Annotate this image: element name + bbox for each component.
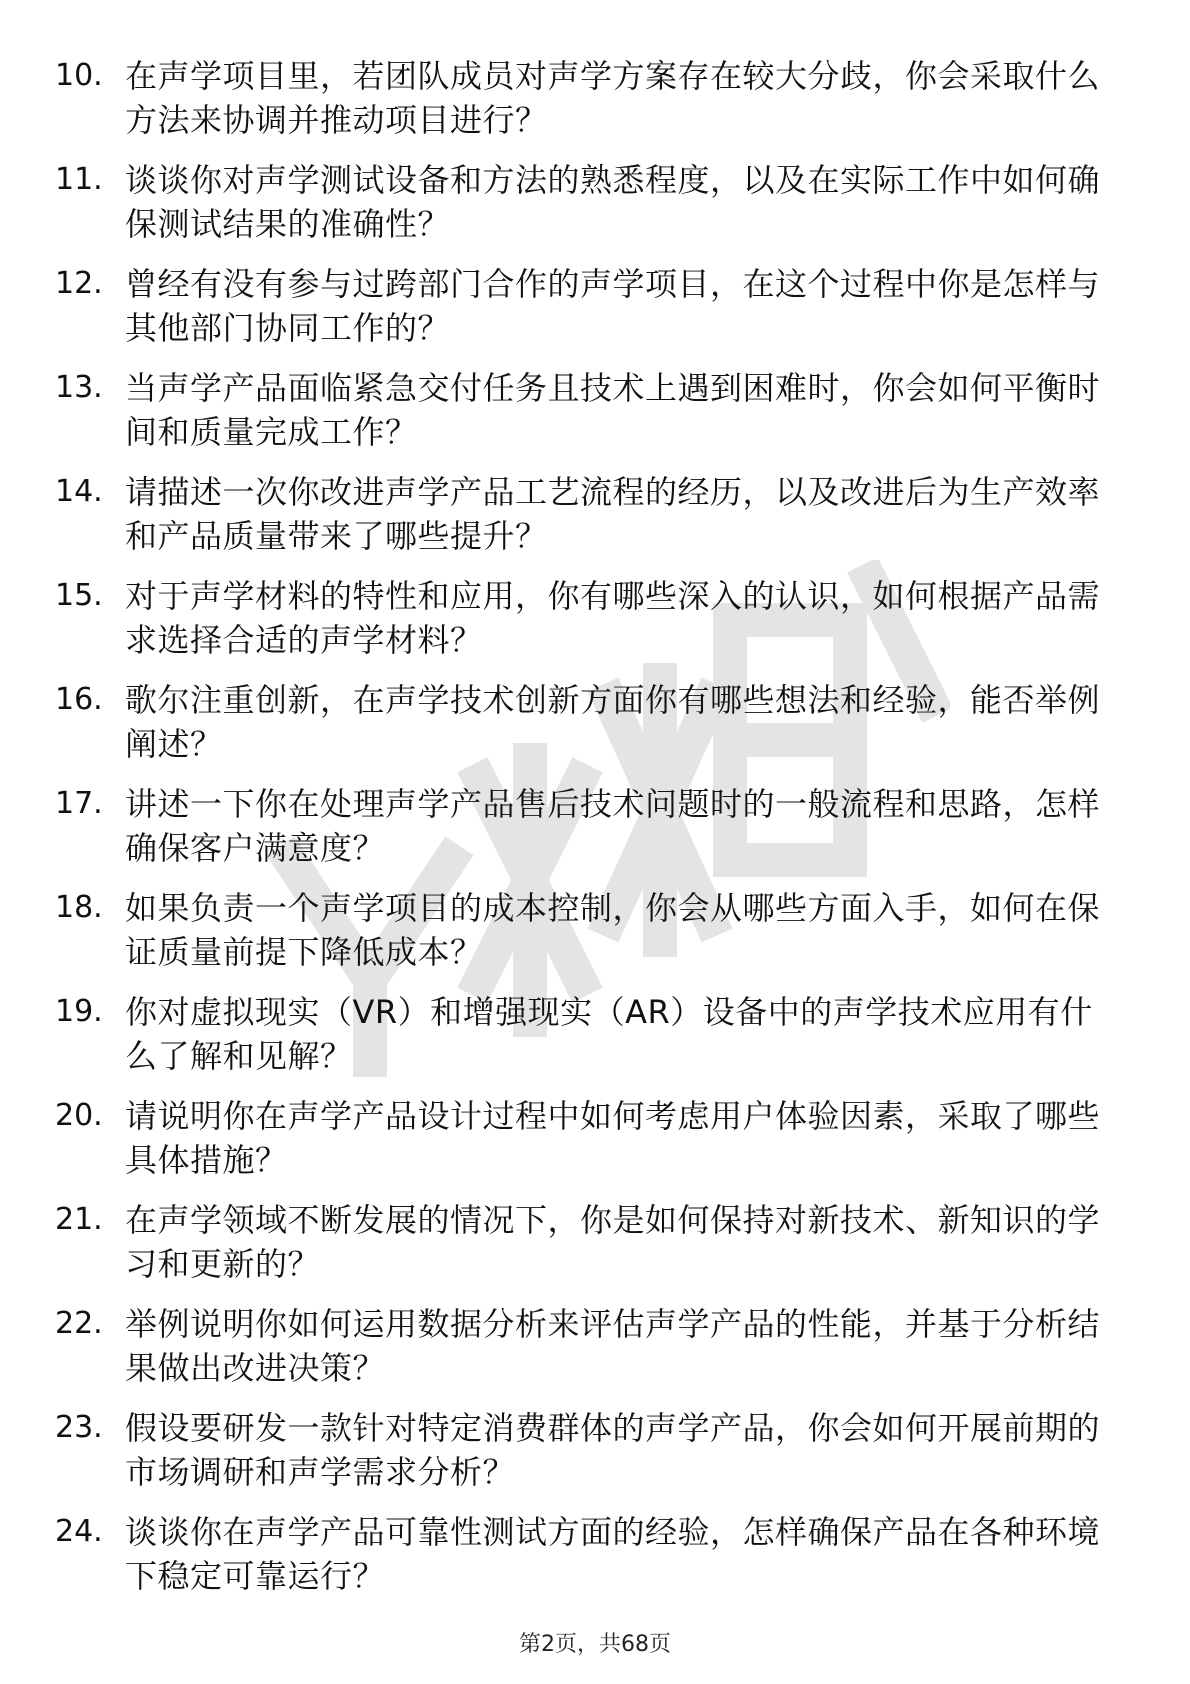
question-number: 24. bbox=[55, 1514, 103, 1549]
question-number: 11. bbox=[55, 162, 103, 197]
question-item bbox=[0, 1094, 1190, 1198]
question-text: 请描述一次你改进声学产品工艺流程的经历，以及改进后为生产效率和产品质量带来了哪些提升？ bbox=[125, 473, 1101, 555]
question-number: 13. bbox=[55, 370, 103, 405]
question-number: 21. bbox=[55, 1202, 103, 1237]
question-item bbox=[0, 1510, 1190, 1614]
question-item bbox=[0, 1302, 1190, 1406]
question-number: 14. bbox=[55, 474, 103, 509]
question-number: 16. bbox=[55, 682, 103, 717]
question-text: 谈谈你在声学产品可靠性测试方面的经验，怎样确保产品在各种环境下稳定可靠运行？ bbox=[125, 1513, 1101, 1595]
question-item bbox=[0, 678, 1190, 782]
question-number: 15. bbox=[55, 578, 103, 613]
question-number: 22. bbox=[55, 1306, 103, 1341]
question-text: 你对虚拟现实（VR）和增强现实（AR）设备中的声学技术应用有什么了解和见解？ bbox=[125, 993, 1093, 1075]
question-item bbox=[0, 886, 1190, 990]
question-text: 谈谈你对声学测试设备和方法的熟悉程度，以及在实际工作中如何确保测试结果的准确性？ bbox=[125, 161, 1101, 243]
question-number: 10. bbox=[55, 58, 103, 93]
question-text: 对于声学材料的特性和应用，你有哪些深入的认识，如何根据产品需求选择合适的声学材料？ bbox=[125, 577, 1101, 659]
question-number: 23. bbox=[55, 1410, 103, 1445]
question-item bbox=[0, 990, 1190, 1094]
question-number: 17. bbox=[55, 786, 103, 821]
question-text: 曾经有没有参与过跨部门合作的声学项目，在这个过程中你是怎样与其他部门协同工作的？ bbox=[125, 265, 1101, 347]
question-item bbox=[0, 1406, 1190, 1510]
question-item bbox=[0, 470, 1190, 574]
question-item bbox=[0, 54, 1190, 158]
question-number: 18. bbox=[55, 890, 103, 925]
question-number: 19. bbox=[55, 994, 103, 1029]
question-text: 请说明你在声学产品设计过程中如何考虑用户体验因素，采取了哪些具体措施？ bbox=[125, 1097, 1101, 1179]
question-item bbox=[0, 158, 1190, 262]
question-item bbox=[0, 1198, 1190, 1302]
question-number: 12. bbox=[55, 266, 103, 301]
question-number: 20. bbox=[55, 1098, 103, 1133]
question-text: 假设要研发一款针对特定消费群体的声学产品，你会如何开展前期的市场调研和声学需求分析？ bbox=[125, 1409, 1101, 1491]
question-item bbox=[0, 782, 1190, 886]
question-item bbox=[0, 366, 1190, 470]
question-text: 在声学领域不断发展的情况下，你是如何保持对新技术、新知识的学习和更新的？ bbox=[125, 1201, 1101, 1283]
page-footer: 第2页，共68页 bbox=[519, 1632, 671, 1657]
question-item bbox=[0, 574, 1190, 678]
question-text: 如果负责一个声学项目的成本控制，你会从哪些方面入手，如何在保证质量前提下降低成本？ bbox=[125, 889, 1101, 971]
question-text: 当声学产品面临紧急交付任务且技术上遇到困难时，你会如何平衡时间和质量完成工作？ bbox=[125, 369, 1101, 451]
question-text: 歌尔注重创新，在声学技术创新方面你有哪些想法和经验，能否举例阐述？ bbox=[125, 681, 1101, 763]
question-item bbox=[0, 262, 1190, 366]
question-text: 举例说明你如何运用数据分析来评估声学产品的性能，并基于分析结果做出改进决策？ bbox=[125, 1305, 1101, 1387]
question-text: 在声学项目里，若团队成员对声学方案存在较大分歧，你会采取什么方法来协调并推动项目进行？ bbox=[125, 57, 1101, 139]
question-list bbox=[0, 54, 1190, 1614]
question-text: 讲述一下你在处理声学产品售后技术问题时的一般流程和思路，怎样确保客户满意度？ bbox=[125, 785, 1101, 867]
